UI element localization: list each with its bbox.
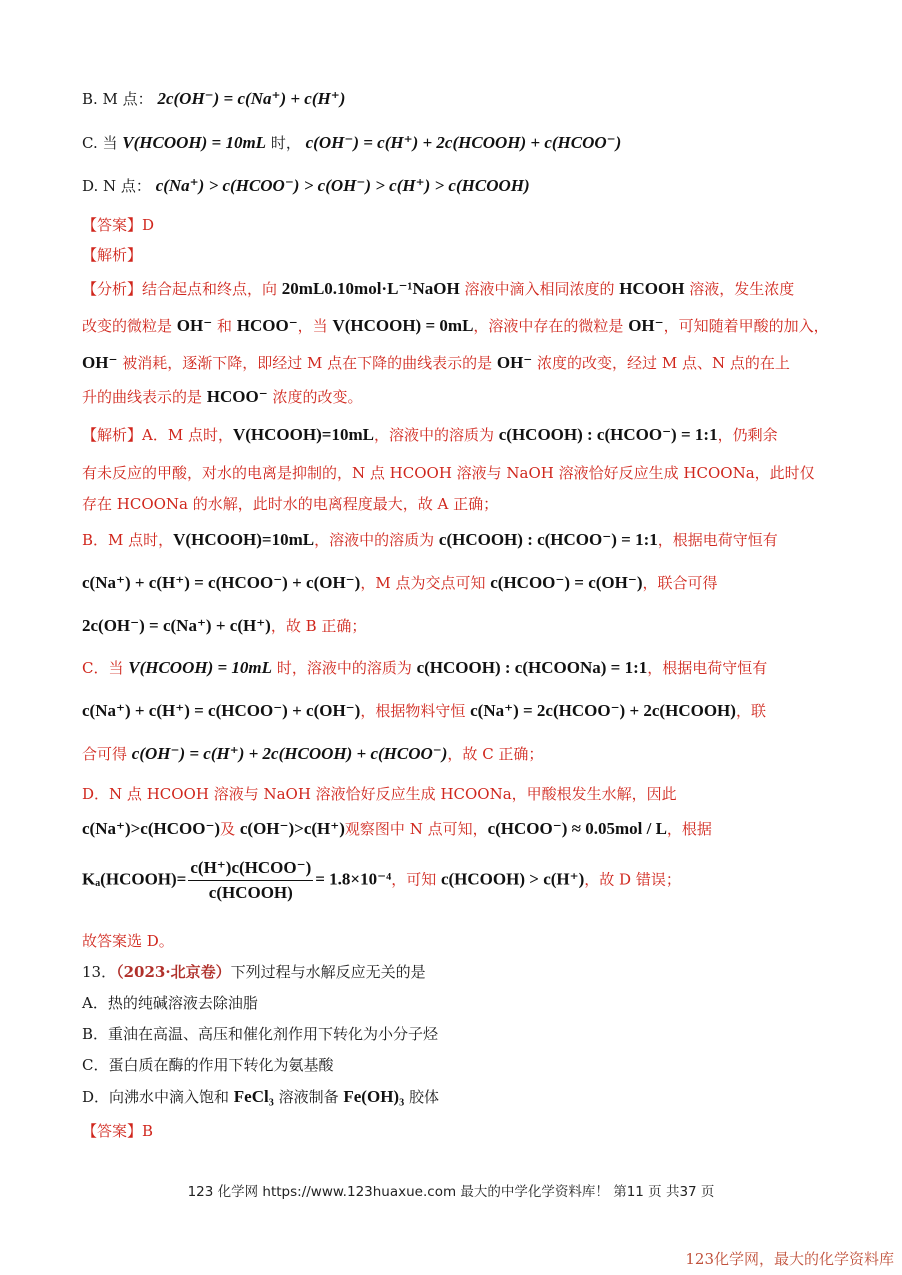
formula: c(Na⁺)>c(HCOO⁻) xyxy=(82,819,221,838)
text: 胶体 xyxy=(404,1088,439,1106)
text: 观察图中 N 点可知， xyxy=(344,820,488,838)
fenxi-line-3 xyxy=(82,352,790,373)
option-lead: C. 当 xyxy=(82,134,118,152)
text: D．向沸水中滴入饱和 xyxy=(82,1088,234,1106)
fenxi-line-1 xyxy=(82,278,794,299)
text: 改变的微粒是 xyxy=(82,317,177,335)
text: 时，溶液中的溶质为 xyxy=(272,659,417,677)
text: ，溶液中存在的微粒是 xyxy=(473,317,629,335)
formula: OH⁻ xyxy=(176,316,213,335)
formula: HCOO⁻ xyxy=(236,316,298,335)
formula: c(OH⁻) = c(H⁺) + 2c(HCOOH) + c(HCOO⁻) xyxy=(305,133,622,152)
formula: HCOO⁻ xyxy=(206,387,268,406)
formula: V(HCOOH) = 10mL xyxy=(122,133,267,152)
text: 结合起点和终点，向 xyxy=(142,280,282,298)
text: ，根据电荷守恒有 xyxy=(657,531,778,549)
text: 和 xyxy=(212,317,237,335)
fenxi-line-4 xyxy=(82,386,362,407)
text: B．M 点时， xyxy=(82,531,174,549)
question-13-stem xyxy=(82,961,426,982)
formula: V(HCOOH)=10mL xyxy=(232,425,374,444)
formula: c(OH⁻) = c(H⁺) + 2c(HCOOH) + c(HCOO⁻) xyxy=(131,744,448,763)
page-footer: 123 化学网 https://www.123huaxue.com 最大的中学化学资料库！ 第11 页 共37 页 xyxy=(187,1184,715,1200)
text: 合可得 xyxy=(82,745,132,763)
answer-tag: 【答案】 xyxy=(82,216,143,234)
formula: V(HCOOH) = 10mL xyxy=(128,658,273,677)
fenxi-tag: 【分析】 xyxy=(82,280,143,298)
text: 浓度的改变。 xyxy=(267,388,363,406)
text: 溶液中滴入相同浓度的 xyxy=(459,280,620,298)
formula: c(HCOOH) : c(HCOO⁻) = 1:1 xyxy=(498,425,718,444)
text: ，联合可得 xyxy=(642,574,718,592)
formula: c(Na⁺) > c(HCOO⁻) > c(OH⁻) > c(H⁺) > c(HCOOH) xyxy=(155,176,530,195)
jiexi-end: 故答案选 D。 xyxy=(82,932,174,950)
formula: Kₐ(HCOOH)= xyxy=(82,869,187,889)
formula: c(HCOOH) : c(HCOO⁻) = 1:1 xyxy=(438,530,658,549)
jiexi-d-line-1: D．N 点 HCOOH 溶液与 NaOH 溶液恰好反应生成 HCOONa，甲酸根发生水解，因此 xyxy=(82,785,677,803)
formula: V(HCOOH)=10mL xyxy=(173,530,315,549)
formula: 2c(OH⁻) = c(Na⁺) + c(H⁺) xyxy=(157,89,346,108)
q13-option-b: B．重油在高温、高压和催化剂作用下转化为小分子烃 xyxy=(82,1025,439,1043)
jiexi-b-line-1 xyxy=(82,529,778,550)
jiexi-d-line-3 xyxy=(82,858,681,903)
text: ，故 B 正确； xyxy=(270,617,367,635)
formula: c(Na⁺) = 2c(HCOO⁻) + 2c(HCOOH) xyxy=(470,701,736,720)
text: ，联 xyxy=(735,702,766,720)
text: C．当 xyxy=(82,659,129,677)
formula: HCOOH xyxy=(619,279,685,298)
option-b-prev xyxy=(82,88,345,109)
jiexi-tag: 【解析】 xyxy=(82,426,143,444)
text: 溶液，发生浓度 xyxy=(684,280,795,298)
q13-option-c: C．蛋白质在酶的作用下转化为氨基酸 xyxy=(82,1056,334,1074)
question-text: 下列过程与水解反应无关的是 xyxy=(230,963,426,981)
answer-line-2 xyxy=(82,1120,153,1141)
question-number: 13． xyxy=(82,963,117,981)
formula: c(Na⁺) + c(H⁺) = c(HCOO⁻) + c(OH⁻) xyxy=(82,573,361,592)
formula: Fe(OH)₃ xyxy=(343,1087,405,1106)
formula: 2c(OH⁻) = c(Na⁺) + c(H⁺) xyxy=(82,616,271,635)
option-lead: D. N 点： xyxy=(82,177,151,195)
jiexi-c-line-2 xyxy=(82,700,766,721)
option-d-prev xyxy=(82,175,530,196)
question-source: （2023·北京卷） xyxy=(116,963,231,981)
formula: c(HCOO⁻) = c(OH⁻) xyxy=(490,573,643,592)
text: 升的曲线表示的是 xyxy=(82,388,207,406)
answer-value: D xyxy=(142,216,155,234)
text: ，仍剩余 xyxy=(717,426,778,444)
jiexi-d-line-2 xyxy=(82,818,712,839)
formula: OH⁻ xyxy=(82,353,118,372)
text: 浓度的改变，经过 M 点、N 点的在上 xyxy=(532,354,790,372)
formula: 20mL0.10mol·L⁻¹NaOH xyxy=(281,279,460,298)
jiexi-a-line-3: 存在 HCOONa 的水解，此时水的电离程度最大，故 A 正确； xyxy=(82,495,499,513)
fraction-denominator: c(HCOOH) xyxy=(208,883,293,902)
answer-value: B xyxy=(142,1122,154,1140)
text: ，故 D 错误； xyxy=(584,870,681,889)
formula: c(Na⁺) + c(H⁺) = c(HCOO⁻) + c(OH⁻) xyxy=(82,701,361,720)
watermark-text: 123化学网，最大的化学资料库 xyxy=(685,1250,894,1268)
formula: c(HCOO⁻) ≈ 0.05mol / L xyxy=(487,819,667,838)
q13-option-a: A．热的纯碱溶液去除油脂 xyxy=(82,994,258,1012)
formula: FeCl₃ xyxy=(233,1087,274,1106)
answer-tag: 【答案】 xyxy=(82,1122,143,1140)
formula: c(HCOOH) > c(H⁺) xyxy=(440,869,585,889)
text: ，当 xyxy=(297,317,333,335)
q13-option-d xyxy=(82,1086,439,1107)
text: ，根据 xyxy=(666,820,712,838)
jiexi-a-line-1 xyxy=(82,424,778,445)
fraction-numerator: c(H⁺)c(HCOO⁻) xyxy=(188,858,313,881)
option-text: 时， xyxy=(270,134,301,152)
formula: OH⁻ xyxy=(496,353,533,372)
text: 被消耗，逐渐下降，即经过 M 点在下降的曲线表示的是 xyxy=(117,354,497,372)
option-c-prev xyxy=(82,132,621,153)
text: ，根据物料守恒 xyxy=(360,702,471,720)
text: ，溶液中的溶质为 xyxy=(314,531,439,549)
text: ，溶液中的溶质为 xyxy=(373,426,499,444)
text: 溶液制备 xyxy=(273,1088,344,1106)
text: 及 xyxy=(220,820,240,838)
formula: OH⁻ xyxy=(628,316,664,335)
jiexi-b-line-3 xyxy=(82,615,366,636)
answer-line xyxy=(82,214,154,235)
text: ，根据电荷守恒有 xyxy=(647,659,768,677)
text: ，M 点为交点可知 xyxy=(360,574,491,592)
jiexi-c-line-1 xyxy=(82,657,767,678)
formula: V(HCOOH) = 0mL xyxy=(332,316,474,335)
jiexi-c-line-3 xyxy=(82,743,543,764)
formula: c(OH⁻)>c(H⁺) xyxy=(239,819,345,838)
text: ，故 C 正确； xyxy=(447,745,544,763)
jiexi-b-line-2 xyxy=(82,572,718,593)
option-lead: B. M 点： xyxy=(82,90,153,108)
fraction xyxy=(188,858,313,903)
jiexi-a-line-2: 有未反应的甲酸，对水的电离是抑制的，N 点 HCOOH 溶液与 NaOH 溶液恰好反应生成 HCOONa，此时仅 xyxy=(82,464,815,482)
text: A．M 点时， xyxy=(142,426,233,444)
formula: c(HCOOH) : c(HCOONa) = 1:1 xyxy=(416,658,648,677)
formula: = 1.8×10⁻⁴ xyxy=(315,869,392,889)
analysis-tag: 【解析】 xyxy=(82,246,143,264)
fenxi-line-2 xyxy=(82,315,829,336)
text: ，可知随着甲酸的加入， xyxy=(663,317,829,335)
text: ，可知 xyxy=(391,870,441,889)
